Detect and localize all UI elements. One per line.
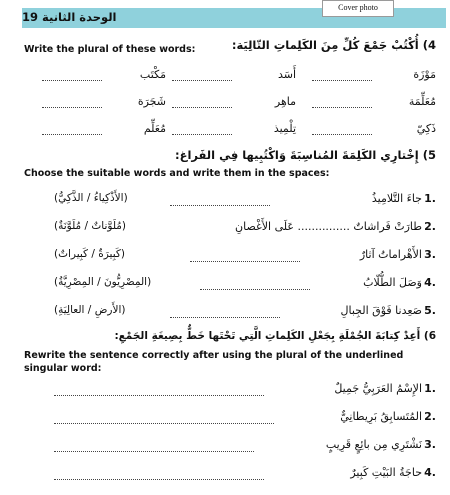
word: أَسَد xyxy=(277,68,296,81)
plural-row-3 xyxy=(40,122,436,140)
word: مُعَلِّم xyxy=(143,122,166,135)
item-text: حاجَةُ البَيْتِ كَبِيرٌ xyxy=(350,466,422,479)
answer-line[interactable] xyxy=(190,255,300,262)
choice-item-4 xyxy=(40,276,436,294)
answer-line[interactable] xyxy=(172,101,232,108)
section6-english-instruction-line2: singular word: xyxy=(24,363,102,374)
plural-cell xyxy=(172,68,296,86)
answer-line[interactable] xyxy=(172,128,232,135)
answer-line[interactable] xyxy=(42,101,102,108)
item-text: جاءَ التَّلامِيذُ xyxy=(371,192,422,205)
word: ماهِر xyxy=(274,95,296,108)
item-options: (المِصْرِيُّونَ / المِصْرِيَّةُ) xyxy=(54,276,152,288)
plural-cell xyxy=(42,68,166,86)
plural-row-2 xyxy=(40,95,436,113)
answer-line[interactable] xyxy=(42,128,102,135)
choice-item-5 xyxy=(40,304,436,322)
item-text: الأَهْراماتُ آثارٌ xyxy=(359,248,422,261)
plural-cell xyxy=(42,122,166,140)
answer-line[interactable] xyxy=(312,128,372,135)
rewrite-item-4 xyxy=(40,466,436,484)
plural-cell xyxy=(312,95,436,113)
item-options: (الأَذْكِياءُ / الذَّكِيُّ) xyxy=(54,192,128,204)
answer-line[interactable] xyxy=(54,473,264,480)
item-text: الإِسْمُ العَرَبِيُّ جَمِيلٌ xyxy=(334,382,422,395)
answer-line[interactable] xyxy=(172,74,232,81)
section4-arabic-instruction: 4) أُكْتُبْ جَمْعَ كُلِّ مِنَ الكَلِماتِ التّالِيَة: xyxy=(231,38,436,52)
item-text: المُتَسابِقُ بَرِيطانِيٌّ xyxy=(340,410,422,423)
item-options: (كَبِيرَةٌ / كَبِيراتٌ) xyxy=(54,248,125,260)
answer-line[interactable] xyxy=(54,389,264,396)
rewrite-item-2 xyxy=(40,410,436,428)
plural-row-1 xyxy=(40,68,436,86)
choice-item-3 xyxy=(40,248,436,266)
word: مَوْزَة xyxy=(413,68,436,81)
word: شَجَرَة xyxy=(137,95,166,108)
plural-cell xyxy=(172,95,296,113)
item-number: 1. xyxy=(424,192,436,205)
answer-line[interactable] xyxy=(312,74,372,81)
plural-cell xyxy=(312,122,436,140)
item-number: 2. xyxy=(424,410,436,423)
item-number: 3. xyxy=(424,248,436,261)
item-text: وَصَلَ الطُّلّابُ xyxy=(363,276,422,289)
answer-line[interactable] xyxy=(312,101,372,108)
plural-cell xyxy=(172,122,296,140)
word: ذَكِيّ xyxy=(416,122,436,135)
answer-line[interactable] xyxy=(170,311,280,318)
item-text: نَشْتَرِي مِن بائِعٍ قَرِيبٍ xyxy=(325,438,422,451)
word: مَكْتَب xyxy=(139,68,166,81)
answer-line[interactable] xyxy=(200,283,310,290)
item-number: 1. xyxy=(424,382,436,395)
item-number: 4. xyxy=(424,466,436,479)
word: مُعَلِّمَة xyxy=(408,95,436,108)
answer-line[interactable] xyxy=(54,417,274,424)
item-text: طارَتْ فَراشاتٌ ............... عَلَى الأَغْصانِ xyxy=(235,220,422,233)
section5-english-instruction: Choose the suitable words and write them in the spaces: xyxy=(24,168,330,179)
item-text: صَعِدنا فَوْقَ الجِبالِ xyxy=(340,304,422,317)
answer-line[interactable] xyxy=(170,199,270,206)
cover-photo-box: Cover photo xyxy=(322,0,394,17)
section6-english-instruction-line1: Rewrite the sentence correctly after using the plural of the underlined xyxy=(24,350,404,361)
item-options: (الأَرضِ / العالِيَةِ) xyxy=(54,304,126,316)
item-number: 5. xyxy=(424,304,436,317)
section5-arabic-instruction: 5) إِخْتارِي الكَلِمَةَ المُناسِبَةَ وَاكْتُبِيها فِي الفَراغ: xyxy=(174,148,436,162)
item-number: 4. xyxy=(424,276,436,289)
item-options: (مُلَوَّناتٌ / مُلَوَّنَةٌ) xyxy=(54,220,127,232)
rewrite-item-3 xyxy=(40,438,436,456)
unit-label: الوحدة الثانية 19 xyxy=(22,10,117,24)
item-number: 2. xyxy=(424,220,436,233)
plural-cell xyxy=(312,68,436,86)
section6-arabic-instruction: 6) أَعِدْ كِتابَةَ الجُمْلَةِ بِجَعْلِ الكَلِماتِ الَّتِي تَحْتَها خَطٌّ بِصِيغَةِ الجَمْعِ: xyxy=(114,330,436,342)
answer-line[interactable] xyxy=(54,445,254,452)
plural-cell xyxy=(42,95,166,113)
item-number: 3. xyxy=(424,438,436,451)
word: تِلْمِيذ xyxy=(273,122,296,135)
answer-line[interactable] xyxy=(42,74,102,81)
choice-item-2 xyxy=(40,220,436,238)
section4-english-instruction: Write the plural of these words: xyxy=(24,44,196,55)
rewrite-item-1 xyxy=(40,382,436,400)
choice-item-1 xyxy=(40,192,436,210)
